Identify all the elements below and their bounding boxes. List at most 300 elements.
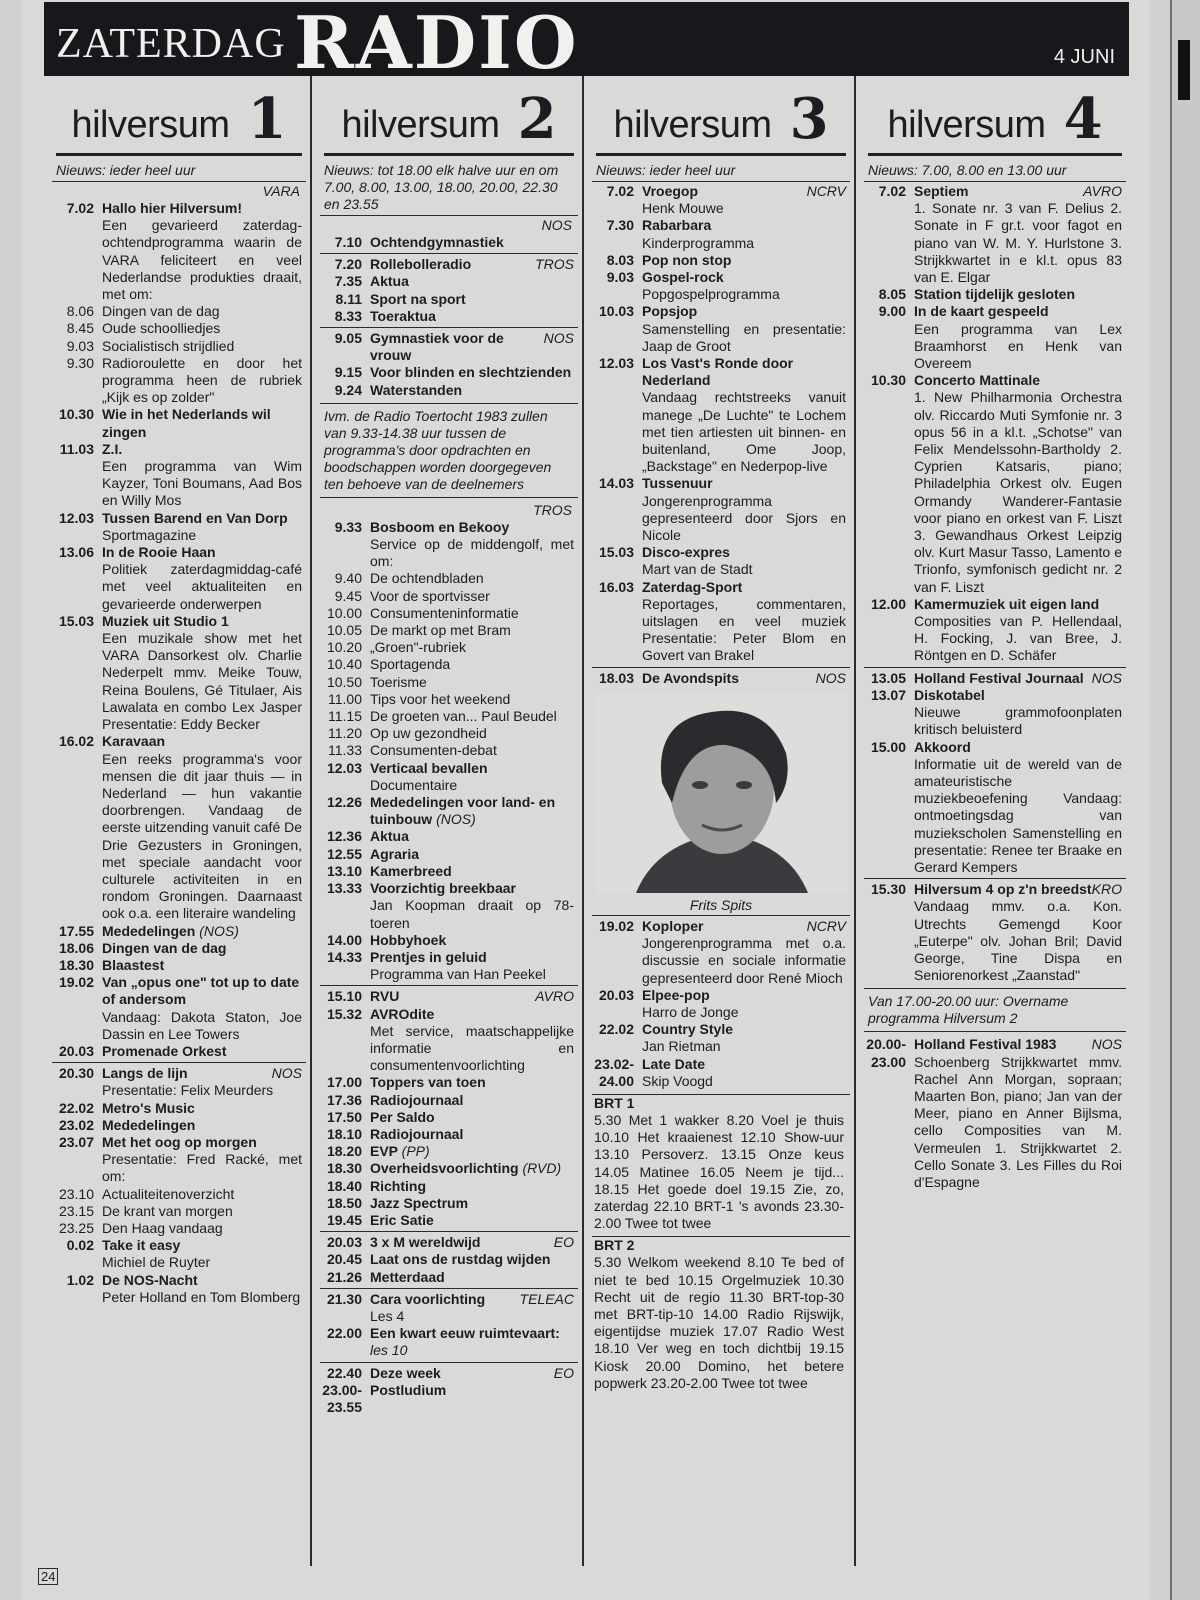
program-title: Tussen Barend en Van Dorp xyxy=(102,509,288,526)
program-time: 11.03 xyxy=(59,440,94,457)
program-body xyxy=(370,1195,578,1212)
program-title: RVU xyxy=(370,988,400,1005)
program-broadcaster: KRO xyxy=(1091,881,1122,898)
program-title: Prentjes in geluid xyxy=(370,948,487,965)
program-body xyxy=(642,475,850,544)
program-title-line xyxy=(102,1043,302,1060)
program-entry xyxy=(52,613,306,733)
station-name: hilversum xyxy=(341,104,500,146)
program-entry xyxy=(592,987,850,1021)
program-body xyxy=(914,372,1126,596)
program-body xyxy=(370,949,578,983)
program-title-line xyxy=(642,303,846,320)
program-time: 7.02 xyxy=(878,183,906,199)
news-schedule: Nieuws: 7.00, 8.00 en 13.00 uur xyxy=(864,162,1126,182)
program-body xyxy=(370,880,578,932)
program-title: Metterdaad xyxy=(370,1268,445,1285)
program-time: 17.55 xyxy=(58,922,94,939)
page-number: 24 xyxy=(38,1568,58,1585)
program-body xyxy=(370,639,578,656)
program-time: 13.10 xyxy=(326,862,362,879)
program-entry xyxy=(52,1203,306,1220)
program-entry xyxy=(320,1143,578,1160)
program-description: Kinderprogramma xyxy=(642,234,755,251)
program-description: Samenstelling en presentatie: Jaap de Groot xyxy=(642,320,846,354)
program-time: 16.02 xyxy=(58,733,94,750)
program-title-line xyxy=(102,200,302,217)
program-body xyxy=(914,1036,1126,1191)
program-title: Waterstanden xyxy=(370,381,463,398)
program-time: 9.03 xyxy=(606,269,634,286)
program-title-line xyxy=(642,217,846,234)
station-number: 4 xyxy=(1063,86,1103,152)
program-title-line xyxy=(914,596,1122,613)
program-title: Kamerbreed xyxy=(370,862,452,879)
program-entry xyxy=(52,1062,306,1099)
program-body xyxy=(102,1203,306,1220)
program-entry xyxy=(592,579,850,665)
program-body xyxy=(370,570,578,587)
program-entry xyxy=(864,372,1126,596)
program-broadcaster: NCRV xyxy=(806,917,846,934)
program-entry xyxy=(320,742,578,759)
program-title: EVP xyxy=(370,1143,398,1160)
program-entry xyxy=(592,183,850,217)
brt2-schedule: 5.30 Welkom weekend 8.10 Te bed of niet te bed 10.15 Orgelmuziek 10.30 Recht uit de regio 11.30 BRT-top-30 met BRT-tip-10 14.00 Radio Rijswijk, eigentijdse muziek 17.07 Radio West 18.10 Ver weg en toch dichtbij 19.15 Kiosk 20.00 Domino, het betere popwerk 23.20-2.00 Twee tot twee xyxy=(594,1254,844,1391)
program-body xyxy=(370,256,578,273)
brt1-heading: BRT 1 xyxy=(592,1094,850,1112)
program-body xyxy=(102,1272,306,1306)
program-title-line xyxy=(370,1160,574,1177)
program-description: Oude schoolliedjes xyxy=(102,320,221,337)
program-time: 22.00 xyxy=(326,1325,362,1342)
program-time: 18.10 xyxy=(326,1125,362,1142)
program-title-line xyxy=(102,733,302,750)
program-time: 20.45 xyxy=(326,1251,362,1268)
station-number: 3 xyxy=(789,86,829,152)
program-entry xyxy=(592,475,850,544)
program-time: 9.03 xyxy=(66,337,94,354)
program-description: De markt op met Bram xyxy=(370,622,511,639)
program-time: 13.05 xyxy=(870,669,906,686)
program-title: Country Style xyxy=(642,1021,734,1038)
program-entry xyxy=(864,303,1126,372)
program-description: Een programma van Lex Braamhorst en Henk van Overeem xyxy=(914,320,1122,372)
program-broadcaster: NOS xyxy=(271,1065,302,1082)
program-body xyxy=(642,252,850,269)
program-title: Take it easy xyxy=(102,1237,181,1254)
program-description: Les 4 xyxy=(370,1307,405,1324)
program-title-line xyxy=(370,1212,574,1229)
program-body xyxy=(642,355,850,475)
program-body xyxy=(370,794,578,828)
station-number: 1 xyxy=(247,86,287,152)
program-body xyxy=(914,183,1126,286)
program-title: Bosboom en Bekooy xyxy=(370,518,510,535)
program-time: 11.20 xyxy=(328,725,362,742)
program-time: 19.02 xyxy=(598,917,634,934)
program-title: Wie in het Nederlands wil zingen xyxy=(102,406,271,440)
program-title: Gospel-rock xyxy=(642,269,724,286)
program-entry xyxy=(320,828,578,845)
program-title-line xyxy=(642,987,846,1004)
program-title-line xyxy=(370,291,574,308)
program-body xyxy=(102,1100,306,1117)
program-title: Cara voorlichting xyxy=(370,1290,486,1307)
program-entry xyxy=(592,252,850,269)
program-time: 7.20 xyxy=(334,256,362,273)
program-broadcaster: TELEAC xyxy=(519,1290,574,1307)
program-entry xyxy=(592,918,850,987)
program-time: 9.24 xyxy=(334,381,362,398)
program-description: Vandaag: Dakota Staton, Joe Dassin en Lee Towers xyxy=(102,1008,302,1042)
program-title-line xyxy=(370,1251,574,1268)
program-entry xyxy=(320,519,578,571)
notice-text: Van 17.00-20.00 uur: Overname programma Hilversum 2 xyxy=(864,988,1126,1032)
program-title-line xyxy=(370,1143,574,1160)
program-title: AVROdite xyxy=(370,1005,435,1022)
notice-text: Ivm. de Radio Toertocht 1983 zullen van 9.33-14.38 uur tussen de programma's door opdrachten en boodschappen worden doorgegeven ten behoeve van de deelnemers xyxy=(320,403,578,498)
program-entry xyxy=(320,234,578,251)
program-entry xyxy=(320,863,578,880)
program-entry xyxy=(52,1186,306,1203)
program-title-line xyxy=(370,1269,574,1286)
program-body xyxy=(370,234,578,251)
program-body xyxy=(370,1092,578,1109)
program-time: 10.05 xyxy=(326,622,362,639)
program-title-line xyxy=(642,1021,846,1038)
program-entry xyxy=(320,639,578,656)
program-body xyxy=(102,1186,306,1203)
program-body xyxy=(370,1143,578,1160)
program-description: De krant van morgen xyxy=(102,1202,233,1219)
program-title: Per Saldo xyxy=(370,1108,435,1125)
program-body xyxy=(102,1220,306,1237)
program-description: Michiel de Ruyter xyxy=(102,1254,211,1271)
program-time: 20.03 xyxy=(58,1042,94,1059)
program-body xyxy=(370,932,578,949)
program-time: 22.02 xyxy=(598,1021,634,1038)
program-broadcaster: NOS xyxy=(815,669,846,686)
program-title-line xyxy=(914,687,1122,704)
program-broadcaster: NOS xyxy=(543,330,574,347)
header-day: ZATERDAG xyxy=(56,21,286,67)
program-title: In de Rooie Haan xyxy=(102,544,216,561)
program-description: Radioroulette en door het programma heen de rubriek „Kijk es op zolder" xyxy=(102,354,302,406)
program-time: 10.40 xyxy=(326,656,362,673)
program-broadcaster: NOS xyxy=(1091,1036,1122,1053)
program-description: Composities van P. Hellendaal, H. Focking, J. van Bree, J. Röntgen en D. Schäfer xyxy=(914,613,1122,664)
program-title: Late Date xyxy=(642,1055,706,1072)
program-time: 14.03 xyxy=(598,475,634,492)
program-body xyxy=(370,846,578,863)
program-title: Kamermuziek uit eigen land xyxy=(914,595,1100,612)
program-description: Popgospelprogramma xyxy=(642,286,780,303)
program-time: 8.11 xyxy=(335,290,362,307)
program-time: 10.50 xyxy=(326,673,362,690)
news-schedule: Nieuws: ieder heel uur xyxy=(52,162,306,182)
program-entry xyxy=(864,183,1126,286)
program-title: Langs de lijn xyxy=(102,1065,188,1082)
program-tag: (NOS) xyxy=(199,922,239,939)
program-description: Dingen van de dag xyxy=(102,303,220,320)
program-title-line xyxy=(102,974,302,1008)
program-title-line xyxy=(370,1382,574,1399)
program-description: 1. Sonate nr. 3 van F. Delius 2. Sonate in F gr.t. voor fagot en piano van W. M. Y. Hurlstone 3. Strijkkwartet in e kl.t. opus 83 van E. Elgar xyxy=(914,200,1122,286)
program-time: 12.03 xyxy=(598,355,634,372)
program-description: 1. New Philharmonia Orchestra olv. Riccardo Muti Symfonie nr. 3 opus 56 in a kl.t. „Schotse" van Felix Mendelssohn-Bartholdy 2. Cyprien Katsaris, piano; Philadelphia Orkest olv. Eugen Ormandy Wanderer-Fantasie voor piano en orkest van F. Liszt 3. Gewandhaus Orkest Leipzig olv. Kurt Masur Tasso, Lamento e Trionfo, symfonisch gedicht nr. 2 van F. Liszt xyxy=(914,389,1122,595)
program-tag: les 10 xyxy=(370,1342,408,1359)
program-body xyxy=(102,923,306,940)
program-title-line xyxy=(370,932,574,949)
program-body xyxy=(370,828,578,845)
program-time: 12.00 xyxy=(870,595,906,612)
program-body xyxy=(370,1291,578,1325)
program-title: Radiojournaal xyxy=(370,1091,464,1108)
program-title: Een kwart eeuw ruimtevaart: xyxy=(370,1325,560,1342)
program-time: 18.20 xyxy=(326,1143,362,1160)
program-entry xyxy=(320,932,578,949)
program-time: 19.45 xyxy=(326,1211,362,1228)
program-entry xyxy=(320,1092,578,1109)
program-entry xyxy=(592,355,850,475)
program-title-line xyxy=(370,880,574,897)
station-heading xyxy=(324,76,574,156)
program-time: 13.07 xyxy=(870,686,906,703)
program-title-line xyxy=(370,1195,574,1212)
program-entry xyxy=(592,269,850,303)
program-title-line xyxy=(370,1126,574,1143)
program-time: 7.35 xyxy=(334,273,362,290)
program-time: 23.02-24.00 xyxy=(594,1055,634,1089)
program-time: 11.00 xyxy=(328,690,362,707)
program-broadcaster: EO xyxy=(553,1364,574,1381)
program-time: 15.30 xyxy=(870,881,906,898)
program-title-line xyxy=(102,940,302,957)
next-page-edge xyxy=(1170,0,1200,1600)
program-entry xyxy=(320,273,578,290)
program-title: Diskotabel xyxy=(914,686,985,703)
program-time: 18.06 xyxy=(58,939,94,956)
program-title: Voorzichtig breekbaar xyxy=(370,880,517,897)
program-body xyxy=(370,519,578,571)
program-entry xyxy=(52,957,306,974)
program-entry xyxy=(320,622,578,639)
program-entry xyxy=(320,1251,578,1268)
program-description: Reportages, commentaren, uitslagen en veel muziek Presentatie: Peter Blom en Govert van Brakel xyxy=(642,595,846,664)
program-title: Voor blinden en slechtzienden xyxy=(370,364,572,381)
program-title-line xyxy=(370,234,574,251)
program-time: 18.40 xyxy=(326,1177,362,1194)
program-body xyxy=(370,1251,578,1268)
program-title-line xyxy=(370,1325,574,1359)
broadcaster-label: NOS xyxy=(541,217,572,233)
program-description: Mart van de Stadt xyxy=(642,561,753,578)
program-time: 7.30 xyxy=(606,217,634,234)
program-description: Consumenteninformatie xyxy=(370,604,519,621)
program-time: 13.06 xyxy=(58,544,94,561)
station-heading xyxy=(56,76,302,156)
program-description: Schoenberg Strijkkwartet mmv. Rachel Ann Morgan, sopraan; Maarten Bon, piano; Jan van der Meer, piano en Anner Bijlsma, cello Composities van M. Vermeulen 1. Strijkkwartet 2. Cello Sonate 3. Les Filles du Roi d'Espagne xyxy=(914,1053,1122,1190)
program-description: Actualiteitenoverzicht xyxy=(102,1185,235,1202)
program-description: Op uw gezondheid xyxy=(370,725,487,742)
brt2-heading: BRT 2 xyxy=(592,1236,850,1254)
program-time: 17.50 xyxy=(326,1108,362,1125)
program-entry xyxy=(320,1325,578,1359)
program-entry xyxy=(320,327,578,364)
program-time: 12.26 xyxy=(326,794,362,811)
program-title: Z.I. xyxy=(102,440,123,457)
program-body xyxy=(370,622,578,639)
program-title: Mededelingen xyxy=(102,1116,196,1133)
program-description: Skip Voogd xyxy=(642,1072,713,1089)
program-body xyxy=(102,303,306,320)
program-time: 0.02 xyxy=(66,1237,94,1254)
program-body xyxy=(914,286,1126,303)
program-entry xyxy=(320,382,578,399)
program-title: Tussenuur xyxy=(642,475,713,492)
program-time: 12.03 xyxy=(326,759,362,776)
program-title-line xyxy=(102,923,302,940)
program-time: 15.00 xyxy=(870,738,906,755)
program-title-line xyxy=(102,1100,302,1117)
program-title-line xyxy=(642,544,846,561)
program-body xyxy=(370,1160,578,1177)
program-title-line xyxy=(370,828,574,845)
program-body xyxy=(914,670,1126,687)
program-body xyxy=(914,687,1126,739)
program-body xyxy=(102,338,306,355)
program-description: „Groen"-rubriek xyxy=(370,639,466,656)
program-entry xyxy=(592,544,850,578)
program-title: Station tijdelijk gesloten xyxy=(914,286,1076,303)
program-time: 12.55 xyxy=(326,845,362,862)
program-entry xyxy=(320,1231,578,1251)
program-title-line xyxy=(642,183,846,200)
program-time: 13.33 xyxy=(326,880,362,897)
program-title: 3 x M wereldwijd xyxy=(370,1234,481,1251)
program-body xyxy=(370,273,578,290)
program-title-line xyxy=(370,1234,574,1251)
photo-caption: Frits Spits xyxy=(592,897,850,916)
program-body xyxy=(370,588,578,605)
program-body xyxy=(370,656,578,673)
program-time: 22.40 xyxy=(326,1364,362,1381)
program-body xyxy=(914,596,1126,665)
program-title: Metro's Music xyxy=(102,1099,195,1116)
program-entry xyxy=(320,985,578,1005)
program-broadcaster: NOS xyxy=(1091,669,1122,686)
program-description: Socialistisch strijdlied xyxy=(102,337,235,354)
program-entry xyxy=(320,1362,578,1382)
program-title-line xyxy=(914,183,1122,200)
program-title-line xyxy=(370,1291,574,1308)
program-body xyxy=(102,441,306,510)
program-entry xyxy=(320,1074,578,1091)
program-title: Blaastest xyxy=(102,956,165,973)
program-title-line xyxy=(370,382,574,399)
program-entry xyxy=(320,691,578,708)
program-body xyxy=(370,988,578,1005)
program-title: Pop non stop xyxy=(642,251,732,268)
program-description: Harro de Jonge xyxy=(642,1003,739,1020)
program-entry xyxy=(52,1272,306,1306)
broadcaster-label: VARA xyxy=(262,183,300,199)
program-entry xyxy=(320,1212,578,1229)
program-body xyxy=(370,1212,578,1229)
program-time: 10.20 xyxy=(326,639,362,656)
program-body xyxy=(102,1065,306,1099)
program-time: 7.02 xyxy=(606,183,634,199)
program-description: Jongerenprogramma gepresenteerd door Sjors en Nicole xyxy=(642,492,846,544)
program-time: 18.30 xyxy=(326,1160,362,1177)
program-entry xyxy=(52,974,306,1043)
program-description: Toerisme xyxy=(370,673,427,690)
program-title-line xyxy=(642,1056,846,1073)
program-body xyxy=(642,987,850,1021)
program-title: Hallo hier Hilversum! xyxy=(102,200,243,216)
program-entry xyxy=(320,794,578,828)
program-body xyxy=(102,320,306,337)
presenter-photo xyxy=(596,693,848,893)
program-entry xyxy=(320,760,578,794)
program-body xyxy=(370,1325,578,1359)
program-title: Holland Festival 1983 xyxy=(914,1036,1057,1053)
program-description: Sportmagazine xyxy=(102,526,197,543)
program-time: 7.02 xyxy=(66,200,94,216)
program-entry xyxy=(52,544,306,613)
program-title-line xyxy=(102,1237,302,1254)
program-time: 15.10 xyxy=(326,988,362,1005)
program-entry xyxy=(52,338,306,355)
broadcaster-label: TROS xyxy=(533,501,572,518)
program-broadcaster: EO xyxy=(553,1234,574,1251)
program-title-line xyxy=(102,1134,302,1151)
program-body xyxy=(370,1365,578,1382)
program-description: Presentatie: Felix Meurders xyxy=(102,1082,274,1099)
station-name: hilversum xyxy=(71,104,230,146)
program-title-line xyxy=(370,1074,574,1091)
program-time: 12.36 xyxy=(326,828,362,845)
program-time: 20.30 xyxy=(58,1065,94,1082)
program-description: Consumenten-debat xyxy=(370,742,497,759)
program-title: Akkoord xyxy=(914,738,971,755)
program-entry xyxy=(320,1195,578,1212)
program-body xyxy=(370,605,578,622)
program-time: 20.03 xyxy=(598,986,634,1003)
program-body xyxy=(370,1178,578,1195)
program-entry xyxy=(320,846,578,863)
program-title-line xyxy=(642,918,846,935)
program-body xyxy=(914,881,1126,984)
program-tag: (NOS) xyxy=(436,811,476,828)
program-body xyxy=(642,183,850,217)
program-description: Sportagenda xyxy=(370,656,451,673)
program-title: Popsjop xyxy=(642,303,698,320)
program-body xyxy=(102,1117,306,1134)
program-entry xyxy=(320,291,578,308)
program-body xyxy=(370,1269,578,1286)
program-time: 8.05 xyxy=(878,286,906,303)
program-description: Een muzikale show met het VARA Dansorkest olv. Charlie Nederpelt mmv. Meike Touw, Reina Boulens, Gé Titulaer, Ais Lawalata en combo Lex Jasper Presentatie: Eddy Becker xyxy=(102,630,302,733)
program-title-line xyxy=(370,863,574,880)
program-body xyxy=(102,940,306,957)
station-name: hilversum xyxy=(613,104,772,146)
program-body xyxy=(102,355,306,407)
program-body xyxy=(642,269,850,303)
program-body xyxy=(370,330,578,364)
program-title: Disco-expres xyxy=(642,544,730,561)
